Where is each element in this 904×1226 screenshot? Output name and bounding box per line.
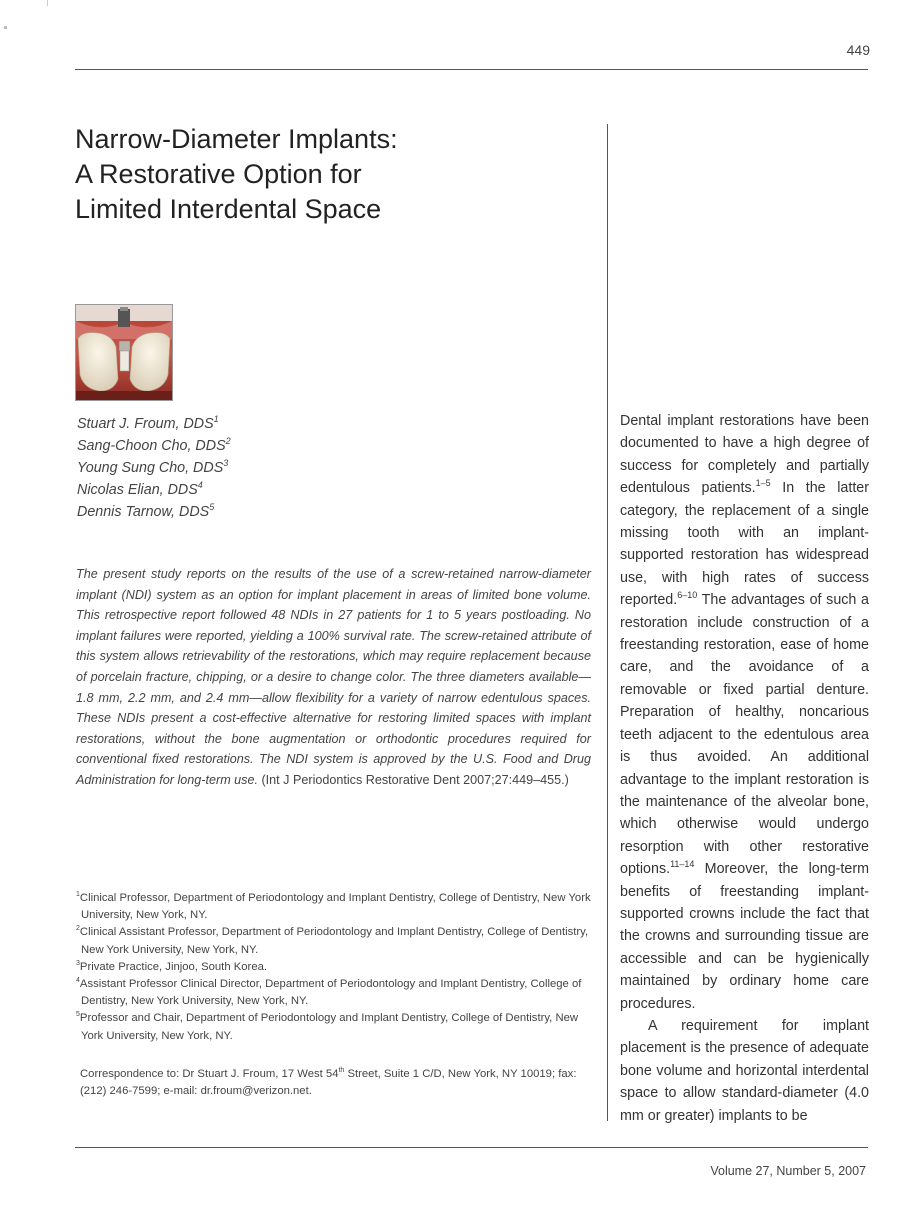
author: Stuart J. Froum, DDS$^1$	[77, 414, 219, 432]
affiliation: $^3$Private Practice, Jinjoo, South Korea.	[76, 960, 268, 973]
affiliations	[76, 890, 591, 1045]
abstract	[76, 564, 591, 791]
affiliation: $^5$Professor and Chair, Department of Periodontology and Implant Dentistry, College of Dentistry, New York University, New York, NY.	[76, 1011, 579, 1042]
author: Sang-Choon Cho, DDS$^2$	[77, 436, 231, 454]
abstract-text: The present study reports on the results of the use of a screw-retained narrow-diameter implant (NDI) system as an option for implant placement in areas of limited bone volume. This retrospective report followed 48 NDIs in 27 patients for 1 to 5 years postloading. No implant failures were reported, yielding a 100% survival rate. The screw-retained attribute of this system allows retrievability of the restorations, which may require replacement because of porcelain fracture, chipping, or a desire to change color. The three diameters available—1.8 mm, 2.2 mm, and 2.4 mm—allow flexibility for a variety of narrow edentulous spaces. These NDIs present a cost-effective alternative for restoring limited spaces with implant restorations, without the bone augmentation or orthodontic procedures required for conventional fixed restorations. The NDI system is approved by the U.S. Food and Drug Administration for long-term use.	[76, 567, 591, 787]
reference-mark: 11–14	[670, 859, 695, 870]
title-line: A Restorative Option for	[75, 159, 362, 189]
title-line: Limited Interdental Space	[75, 194, 382, 224]
author: Nicolas Elian, DDS$^4$	[77, 480, 203, 498]
body-text	[620, 410, 869, 1127]
affiliation: $^2$Clinical Assistant Professor, Department of Periodontology and Implant Dentistry, College of Dentistry, New York University, New York, NY.	[76, 925, 589, 956]
correspondence: Correspondence to: Dr Stuart J. Froum, 17 West 54th Street, Suite 1 C/D, New York, NY 10019; fax: (212) 246-7599; e-mail: dr.froum@verizon.net.	[80, 1067, 577, 1098]
author: Dennis Tarnow, DDS$^5$	[77, 502, 215, 520]
reference-mark: 6–10	[677, 590, 698, 601]
footer-rule	[75, 1147, 868, 1148]
affiliation: $^4$Assistant Professor Clinical Director, Department of Periodontology and Implant Dentistry, College of Dentistry, New York University, New York, NY.	[76, 977, 582, 1008]
article-title	[75, 122, 595, 227]
abstract-citation: (Int J Periodontics Restorative Dent 2007;27:449–455.)	[261, 772, 569, 787]
author: Young Sung Cho, DDS$^3$	[77, 458, 229, 476]
clinical-photo	[75, 304, 173, 401]
reference-mark: 1–5	[755, 478, 771, 489]
column-divider	[607, 124, 608, 1121]
paragraph: Dental implant restorations have been documented to have a high degree of success for completely and partially edentulous patients.$^{1-5}$ In the latter category, the replacement of a single missing tooth with an implant-supported restoration has widespread use, with high rates of success reported.$^{6-10}$ The advantages of such a restoration include construction of a freestanding restoration, ease of home care, and the avoidance of a removable or fixed partial denture. Preparation of healthy, noncarious teeth adjacent to the edentulous area is thus avoided. An additional advantage to the implant restoration is the maintenance of the alveolar bone, which otherwise would undergo resorption with other restorative options.$^{11-14}$ Moreover, the long-term benefits of freestanding implant-supported crowns include the fact that the crowns and surrounding tissue are accessible and can be hygienically maintained by ordinary home care procedures.	[620, 413, 870, 1012]
scan-dot	[4, 26, 7, 29]
affiliation: $^1$Clinical Professor, Department of Periodontology and Implant Dentistry, College of Dentistry, New York University, New York, NY.	[76, 891, 591, 922]
journal-footer: Volume 27, Number 5, 2007	[710, 1164, 866, 1178]
scan-mark	[47, 0, 48, 6]
page-number: 449	[846, 42, 870, 58]
paragraph: A requirement for implant placement is the presence of adequate bone volume and horizontal interdental space to allow standard-diameter (4.0 mm or greater) implants to be	[620, 1017, 869, 1124]
title-line: Narrow-Diameter Implants:	[75, 124, 398, 154]
author-list	[77, 413, 477, 523]
header-rule	[75, 69, 868, 70]
